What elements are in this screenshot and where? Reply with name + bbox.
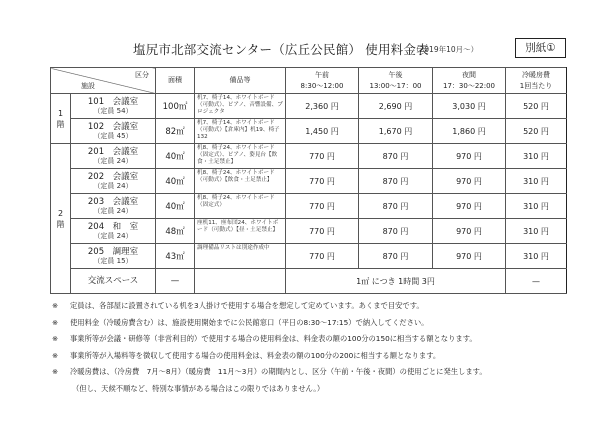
note-item — [50, 364, 590, 381]
equipment-cell: 座机11、座布団24、ホワイトボード（可動式）【昼・土足禁止】 — [195, 219, 286, 244]
note-text: 定員は、各部屋に設置されている机を3人掛けで使用する場合を想定して定めています。あくまで目安です。 — [70, 301, 424, 310]
room-capacity: （定員 45） — [93, 131, 133, 140]
morning-label: 午前 — [315, 70, 329, 79]
morning-header — [286, 68, 359, 94]
night-header — [433, 68, 506, 94]
exchange-space-row — [51, 269, 567, 294]
note-text: 冷暖房費は、（冷房費 7月～8月）（暖房費 11月～3月）の期間内とし、区分（午前・午後・夜間）の使用ごとに発生します。 — [70, 367, 487, 376]
room-name: 201 会議室 — [87, 146, 139, 157]
fee-table — [50, 67, 567, 294]
night-time: 17：30～22:00 — [443, 81, 495, 90]
afternoon-label: 午後 — [388, 70, 403, 79]
floor-number: 1 — [57, 108, 64, 118]
table-row — [51, 194, 567, 219]
floor-number: 2 — [57, 208, 64, 218]
room-cell — [71, 119, 156, 144]
room-name: 102 会議室 — [87, 121, 139, 132]
note-text: 事業所等が入場料等を徴収して使用する場合の使用料金は、料金表の額の100分の200に相当する額となります。 — [70, 350, 441, 360]
table-row — [51, 169, 567, 194]
room-cell — [71, 269, 156, 294]
night-label: 夜間 — [462, 70, 476, 79]
afternoon-header — [359, 68, 433, 94]
header — [0, 38, 600, 58]
table-row — [51, 119, 567, 144]
morning-price: 2,360 円 — [286, 94, 359, 119]
aircon-label: 冷暖房費 — [522, 70, 550, 79]
area-cell: 40㎡ — [156, 169, 195, 194]
room-capacity: （定員 24） — [93, 231, 133, 240]
corner-header-cell — [51, 68, 156, 94]
morning-price: 770 円 — [286, 144, 359, 169]
equipment-header: 備品等 — [195, 68, 286, 94]
facility-label: 施設 — [81, 82, 95, 90]
exchange-space-fee: 1㎡ につき 1時間 3円 — [286, 269, 506, 294]
floor-suffix: 階 — [56, 219, 65, 229]
note-item — [50, 331, 590, 348]
room-name: 101 会議室 — [87, 96, 139, 107]
afternoon-price: 1,670 円 — [359, 119, 433, 144]
note-mark: ※ — [52, 350, 59, 360]
aircon-price: 310 円 — [506, 194, 567, 219]
table-row — [51, 144, 567, 169]
effective-date: （2019年10月～） — [412, 45, 479, 54]
night-price: 970 円 — [433, 144, 506, 169]
area-header: 面積 — [156, 68, 195, 94]
night-price: 1,860 円 — [433, 119, 506, 144]
equipment-cell: 机7、椅子14、ホワイトボード（可動式）、ピアノ、音響設備、プロジェクタ — [195, 94, 286, 119]
afternoon-price: 2,690 円 — [359, 94, 433, 119]
room-cell — [71, 94, 156, 119]
night-price: 970 円 — [433, 194, 506, 219]
note-mark: ※ — [52, 334, 59, 343]
aircon-price: — — [506, 269, 567, 294]
area-cell: 82㎡ — [156, 119, 195, 144]
aircon-price: 310 円 — [506, 244, 567, 269]
aircon-price: 520 円 — [506, 119, 567, 144]
note-item — [50, 315, 590, 332]
room-cell — [71, 169, 156, 194]
equipment-cell — [195, 269, 286, 294]
room-capacity: （定員 24） — [93, 206, 133, 215]
note-item — [50, 348, 590, 365]
equipment-cell: 机8、椅子24、ホワイトボード（固定式）、ピアノ、姿見台【飲食・土足禁止】 — [195, 144, 286, 169]
room-cell — [71, 144, 156, 169]
aircon-price: 310 円 — [506, 219, 567, 244]
morning-time: 8:30～12:00 — [300, 81, 344, 90]
room-name: 203 会議室 — [87, 196, 139, 207]
night-price: 3,030 円 — [433, 94, 506, 119]
floor-suffix: 階 — [56, 119, 65, 129]
night-price: 970 円 — [433, 244, 506, 269]
notes-section — [50, 298, 590, 397]
room-name: 204 和 室 — [87, 221, 139, 232]
equipment-cell: 机7、椅子14、ホワイトボード（可動式）【倉庫内】机19、椅子132 — [195, 119, 286, 144]
aircon-unit: 1回当たり — [519, 81, 553, 90]
room-capacity: （定員 24） — [93, 156, 133, 165]
room-name: 交流スペース — [87, 276, 139, 286]
note-mark: ※ — [52, 317, 59, 327]
room-capacity: （定員 24） — [93, 181, 133, 190]
category-label: 区分 — [135, 71, 149, 79]
area-cell: 40㎡ — [156, 144, 195, 169]
room-cell — [71, 194, 156, 219]
aircon-header — [506, 68, 567, 94]
note-mark: ※ — [52, 367, 59, 376]
afternoon-price: 870 円 — [359, 219, 433, 244]
afternoon-time: 13:00～17：00 — [369, 81, 422, 90]
table-row — [51, 219, 567, 244]
aircon-price: 310 円 — [506, 169, 567, 194]
note-item — [50, 298, 590, 315]
note-text: 使用料金（冷暖房費含む）は、施設使用開始までに公民館窓口（平日の8:30～17:15）で納入してください。 — [70, 317, 429, 327]
room-cell — [71, 219, 156, 244]
area-cell: 43㎡ — [156, 244, 195, 269]
afternoon-price: 870 円 — [359, 144, 433, 169]
room-name: 202 会議室 — [87, 171, 139, 182]
room-capacity: （定員 54） — [93, 106, 133, 115]
room-capacity: （定員 15） — [93, 256, 133, 265]
note-mark: ※ — [52, 301, 59, 310]
morning-price: 770 円 — [286, 169, 359, 194]
note-text: 事業所等が会議・研修等（非営利目的）で使用する場合の使用料金は、料金表の額の100分の150に相当する額となります。 — [70, 334, 477, 343]
afternoon-price: 870 円 — [359, 194, 433, 219]
area-cell: 48㎡ — [156, 219, 195, 244]
equipment-cell: 机8、椅子24、ホワイトボード（固定式） — [195, 194, 286, 219]
page-title: 塩尻市北部交流センター（広丘公民館） 使用料金表 — [133, 42, 429, 57]
header-row — [51, 68, 567, 94]
aircon-price: 310 円 — [506, 144, 567, 169]
attachment-label: 別紙① — [515, 38, 566, 58]
floor-2-cell — [51, 144, 71, 294]
area-cell: — — [156, 269, 195, 294]
aircon-price: 520 円 — [506, 94, 567, 119]
note-continuation: （但し、天候不順など、特別な事情がある場合はこの限りではありません。） — [72, 383, 325, 393]
room-cell — [71, 244, 156, 269]
equipment-cell: 調理備品リストは別途作成中 — [195, 244, 286, 269]
table-row — [51, 244, 567, 269]
morning-price: 770 円 — [286, 244, 359, 269]
room-name: 205 調理室 — [87, 246, 139, 257]
night-price: 970 円 — [433, 169, 506, 194]
table-row — [51, 94, 567, 119]
equipment-cell: 机8、椅子24、ホワイトボード（可動式）【飲食・土足禁止】 — [195, 169, 286, 194]
morning-price: 770 円 — [286, 194, 359, 219]
night-price: 970 円 — [433, 219, 506, 244]
afternoon-price: 870 円 — [359, 244, 433, 269]
morning-price: 770 円 — [286, 219, 359, 244]
afternoon-price: 870 円 — [359, 169, 433, 194]
morning-price: 1,450 円 — [286, 119, 359, 144]
area-cell: 40㎡ — [156, 194, 195, 219]
floor-1-cell — [51, 94, 71, 144]
area-cell: 100㎡ — [156, 94, 195, 119]
